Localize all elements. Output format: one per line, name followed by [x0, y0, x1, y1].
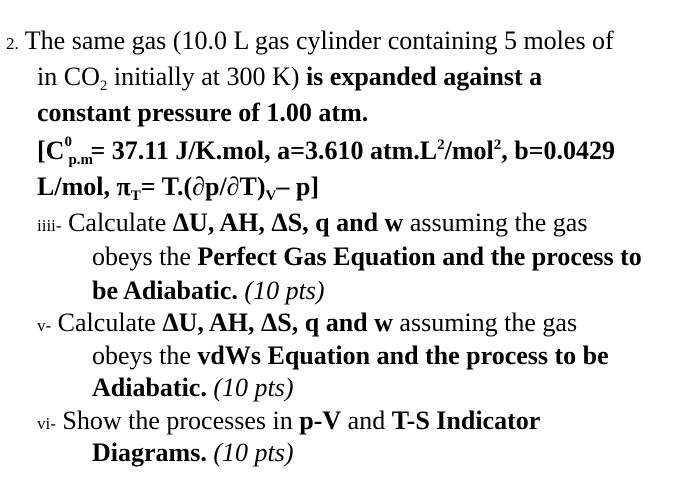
question-text-2d: is expanded against a — [305, 62, 543, 91]
part-3-line-2 — [92, 438, 294, 468]
question-text-1: The same gas (10.0 L gas cylinder containing 5 moles of — [24, 26, 614, 55]
part-3-text-2a: Diagrams. — [92, 438, 207, 467]
question-text-5b: = T.(∂p/∂T) — [140, 172, 266, 201]
part-1-line-1 — [37, 208, 587, 241]
pi-subscript: T — [130, 188, 141, 204]
part-2-text-2b: vdWs Equation and the process to be — [197, 341, 609, 370]
part-3-text-1a: Show the processes in — [62, 406, 300, 435]
question-line-2 — [37, 62, 542, 92]
part-1-points: (10 pts) — [237, 276, 325, 305]
part-2-line-3 — [92, 373, 294, 403]
part-1-text-3a: be Adiabatic. — [92, 276, 238, 305]
question-text-4c: /mol — [444, 136, 494, 165]
cp-superscript: 0 — [64, 134, 72, 150]
part-2-text-1a: Calculate — [57, 308, 163, 337]
part-2-text-1b: ΔU, AH, ΔS, q and w — [162, 308, 393, 337]
question-text-5a: L/mol, π — [37, 172, 131, 201]
question-text-5c: – p] — [276, 172, 319, 201]
question-text-3: constant pressure of 1.00 atm. — [37, 98, 369, 127]
part-3-points: (10 pts) — [206, 438, 294, 467]
part-1-text-1c: assuming the gas — [403, 208, 588, 237]
co2-subscript: 2 — [99, 78, 108, 94]
l-squared-superscript: 2 — [437, 137, 445, 153]
question-text-4a: [C — [37, 136, 65, 165]
part-3-label: vi- — [37, 414, 56, 433]
question-number: 2. — [6, 34, 19, 53]
part-3-line-1 — [37, 406, 540, 439]
question-text-4d: , b=0.0429 — [501, 136, 616, 165]
mol-squared-superscript: 2 — [493, 137, 502, 153]
part-3-text-1c: and — [341, 406, 392, 435]
question-line-3 — [37, 98, 368, 128]
part-2-text-2a: obeys the — [92, 341, 198, 370]
part-2-text-1c: assuming the gas — [392, 308, 578, 337]
part-1-text-2a: obeys the — [92, 242, 198, 271]
v-subscript: V — [265, 188, 277, 204]
part-2-line-1 — [37, 308, 577, 341]
question-text-4b: = 37.11 J/K.mol, a=3.610 atm.L — [90, 136, 438, 165]
part-1-text-2b: Perfect Gas Equation and the process to — [197, 242, 642, 271]
cp-subscript: p.m — [68, 152, 94, 168]
part-1-line-2 — [92, 242, 642, 272]
question-line-4 — [37, 136, 615, 166]
part-2-points: (10 pts) — [206, 373, 294, 402]
part-2-line-2 — [92, 341, 609, 371]
question-line-5 — [37, 172, 319, 202]
part-1-text-1a: Calculate — [68, 208, 173, 237]
part-1-line-3 — [92, 276, 325, 306]
part-3-text-1b: p-V — [299, 406, 342, 435]
part-3-text-1d: T-S Indicator — [391, 406, 541, 435]
question-text-2c: initially at 300 K) — [107, 62, 306, 91]
part-1-text-1b: ΔU, AH, ΔS, q and w — [172, 208, 404, 237]
question-text-2a: in CO — [37, 62, 100, 91]
part-2-text-3a: Adiabatic. — [92, 373, 207, 402]
cp-superscript-subscript — [64, 134, 94, 168]
question-line-1 — [6, 26, 614, 59]
part-2-label: v- — [37, 316, 52, 335]
part-1-label: iiii- — [37, 216, 62, 235]
